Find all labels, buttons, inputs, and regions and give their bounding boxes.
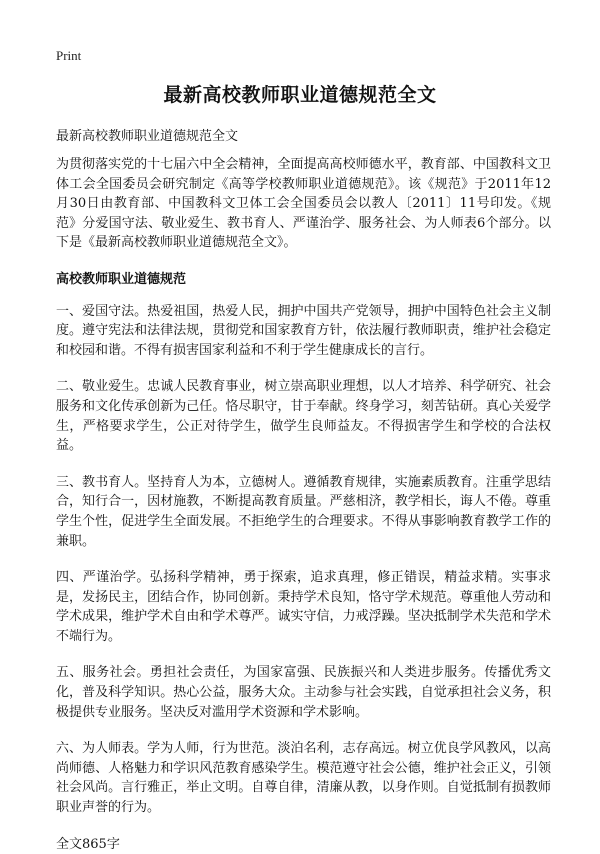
article-teaching: 三、教书育人。坚持育人为本，立德树人。遵循教育规律，实施素质教育。注重学思结合，知行合一，因材施教，不断提高教育质量。严慈相济，教学相长，诲人不倦。尊重学生个性，促进学生全面发展。不拒绝学生的合理要求。不得从事影响教育教学工作的兼职。 (56, 474, 551, 549)
page-title: 最新高校教师职业道德规范全文 (163, 84, 437, 106)
word-count: 全文865字 (56, 836, 120, 852)
intro-paragraph: 为贯彻落实党的十七届六中全会精神，全面提高高校师德水平，教育部、中国教科文卫体工会全国委员会研究制定《高等学校教师职业道德规范》。该《规范》于2011年12月30日由教育部、中国教科文卫体工会全国委员会以教人〔2011〕11号印发。《规范》分爱国守法、敬业爱生、教书育人、严谨治学、服务社会、为人师表6个部分。以下是《最新高校教师职业道德规范全文》。 (56, 157, 551, 251)
article-social-service: 五、服务社会。勇担社会责任，为国家富强、民族振兴和人类进步服务。传播优秀文化，普及科学知识。热心公益，服务大众。主动参与社会实践，自觉承担社会义务，积极提供专业服务。坚决反对滥用学术资源和学术影响。 (56, 665, 551, 720)
document-subtitle: 最新高校教师职业道德规范全文 (56, 129, 239, 144)
article-scholarship: 四、严谨治学。弘扬科学精神，勇于探索，追求真理，修正错误，精益求精。实事求是，发扬民主，团结合作，协同创新。秉持学术良知，恪守学术规范。尊重他人劳动和学术成果，维护学术自由和学术尊严。诚实守信，力戒浮躁。坚决抵制学术失范和学术不端行为。 (56, 570, 551, 644)
article-dedication: 二、敬业爱生。忠诚人民教育事业，树立崇高职业理想，以人才培养、科学研究、社会服务和文化传承创新为己任。恪尽职守，甘于奉献。终身学习，刻苦钻研。真心关爱学生，严格要求学生，公正对待学生，做学生良师益友。不得损害学生和学校的合法权益。 (56, 379, 551, 454)
article-role-model: 六、为人师表。学为人师，行为世范。淡泊名利，志存高远。树立优良学风教风，以高尚师德、人格魅力和学识风范教育感染学生。模范遵守社会公德，维护社会正义，引领社会风尚。言行雅正，举止文明。自尊自律，清廉从教，以身作则。自觉抵制有损教师职业声誉的行为。 (56, 741, 551, 816)
document-body (56, 146, 551, 854)
print-link[interactable]: Print (56, 48, 82, 63)
article-patriotism: 一、爱国守法。热爱祖国，热爱人民，拥护中国共产党领导，拥护中国特色社会主义制度。遵守宪法和法律法规，贯彻党和国家教育方针，依法履行教师职责，维护社会稳定和校园和谐。不得有损害国家利益和不利于学生健康成长的言行。 (56, 303, 551, 358)
section-heading: 高校教师职业道德规范 (56, 271, 187, 287)
